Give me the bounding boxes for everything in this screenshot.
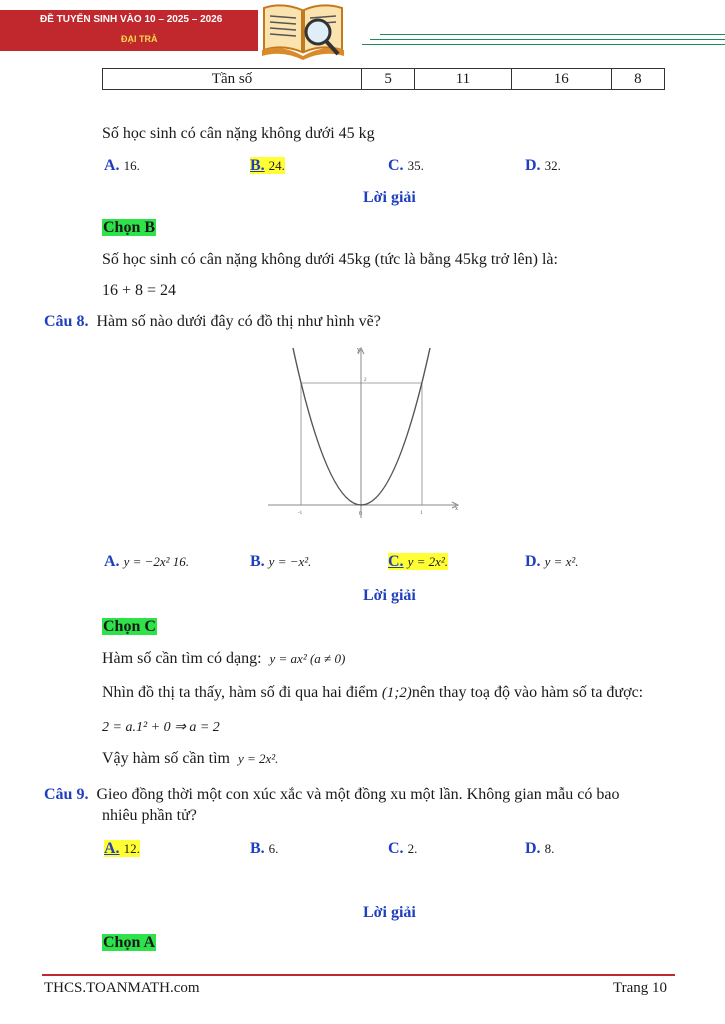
graph-tick-y: 2 [364,378,367,383]
table-cell: 11 [415,69,512,90]
table-row [103,69,665,90]
q9-option-c: C. 2. [388,840,418,857]
header-rule [380,34,725,35]
footer-rule [42,974,675,976]
header-rule [362,44,725,45]
q9-option-d: D. 8. [525,840,555,857]
book-magnifier-icon [258,0,348,60]
table-cell: 16 [511,69,611,90]
header-subtitle: ĐẠI TRÀ [121,34,158,44]
q8-explain-3: 2 = a.1² + 0 ⇒ a = 2 [102,720,220,735]
q7-option-c: C. 35. [388,157,424,174]
graph-origin-label: 0 [359,511,362,517]
footer-site: THCS.TOANMATH.com [44,980,200,996]
q7-explain-2: 16 + 8 = 24 [102,282,177,299]
graph-tick-neg: -1 [298,511,303,516]
graph-x-label: x [455,506,458,512]
q8-explain-1: Hàm số cần tìm có dạng: y = ax² (a ≠ 0) [102,650,346,667]
q9-solution-heading: Lời giải [363,904,416,921]
q7-statement: Số học sinh có cân nặng không dưới 45 kg [102,125,375,142]
q7-option-d: D. 32. [525,157,561,174]
q8-question: Câu 8. Hàm số nào dưới đây có đồ thị như hình vẽ? [44,313,381,330]
q7-option-b: B. 24. [250,157,285,174]
q8-explain-4: Vậy hàm số cần tìm y = 2x². [102,750,279,767]
q9-question: Câu 9. Gieo đồng thời một con xúc xắc và một đồng xu một lần. Không gian mẫu có bao [44,786,620,803]
q8-choice: Chọn C [103,618,156,635]
q8-explain-2: Nhìn đồ thị ta thấy, hàm số đi qua hai điểm (1;2)nên thay toạ độ vào hàm số ta được: [102,684,644,701]
q7-option-a: A. 16. [104,157,140,174]
table-cell: Tần số [103,69,362,90]
parabola-graph [266,340,466,525]
q7-explain-1: Số học sinh có cân nặng không dưới 45kg (tức là bằng 45kg trở lên) là: [102,251,558,268]
q8-option-a: A. y = −2x² 16. [104,553,190,570]
footer-page-number: Trang 10 [613,980,668,996]
q7-solution-heading: Lời giải [363,189,416,206]
q8-option-c: C. y = 2x². [388,553,449,570]
table-cell: 5 [362,69,415,90]
q9-option-b: B. 6. [250,840,279,857]
q8-option-b: B. y = −x². [250,553,312,570]
header-rule [370,39,725,40]
header-title: ĐỀ TUYỂN SINH VÀO 10 – 2025 – 2026 [40,14,223,25]
q9-option-a: A. 12. [104,840,140,857]
graph-y-label: y [357,347,360,353]
graph-tick-pos: 1 [420,511,423,516]
table-cell: 8 [611,69,664,90]
frequency-table [102,68,665,90]
q9-question-cont: nhiêu phần tử? [102,807,197,824]
q9-choice: Chọn A [103,934,156,951]
q8-option-d: D. y = x². [525,553,579,570]
q8-solution-heading: Lời giải [363,587,416,604]
q7-choice: Chọn B [103,219,156,236]
